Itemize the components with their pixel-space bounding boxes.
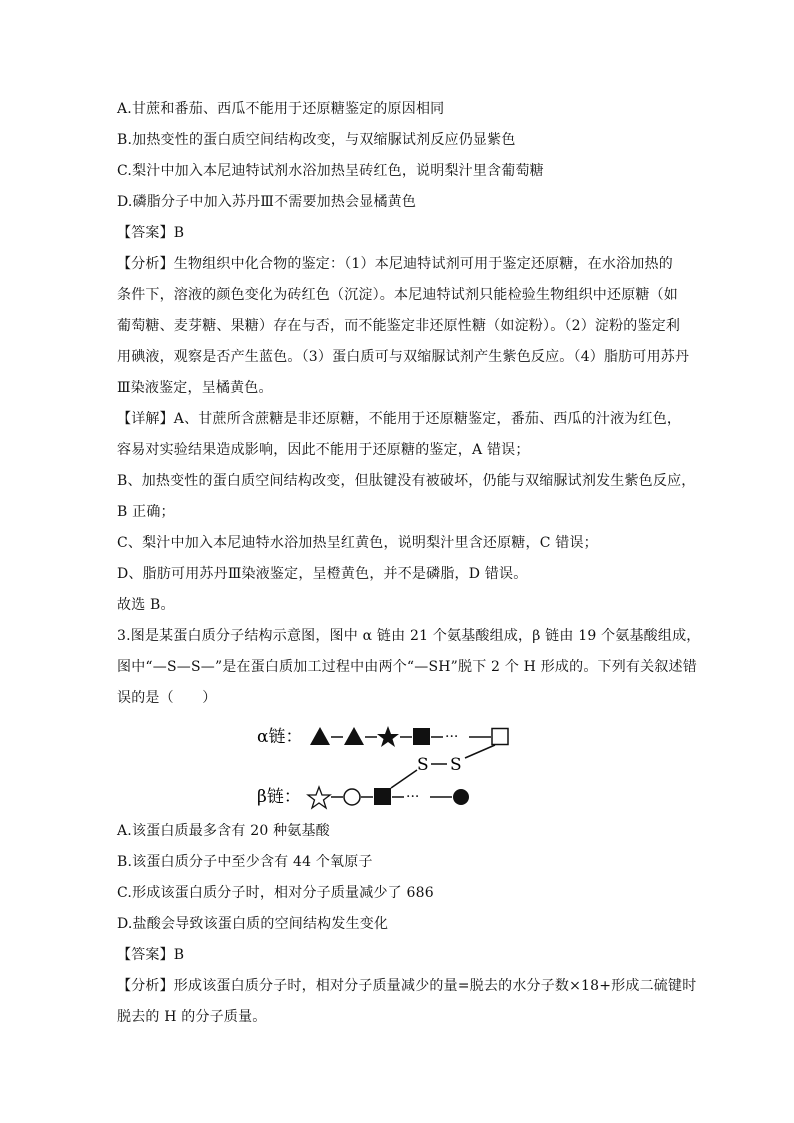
sulfur-right-label: S (450, 755, 462, 775)
alpha-chain-label: α链： (257, 727, 303, 747)
q3-option-d: D.盐酸会导致该蛋白质的空间结构发生变化 (117, 916, 389, 932)
q2-analysis-line-4: 用碘液，观察是否产生蓝色。（3）蛋白质可与双缩脲试剂产生紫色反应。（4）脂肪可用苏丹 (117, 349, 690, 365)
alpha-triangle-2-icon (344, 727, 364, 745)
protein-diagram-svg (257, 716, 557, 812)
q2-detail-line-6: D、脂肪可用苏丹Ⅲ染液鉴定，呈橙黄色，并不是磷脂，D 错误。 (117, 566, 528, 582)
alpha-ellipsis: ··· (445, 729, 459, 745)
q3-analysis-line-2: 脱去的 H 的分子质量。 (117, 1009, 267, 1025)
beta-ellipsis: ··· (406, 789, 420, 805)
q2-detail-line-3: B、加热变性的蛋白质空间结构改变，但肽键没有被破坏，仍能与双缩脲试剂发生紫色反应， (117, 473, 696, 489)
alpha-star-icon (377, 726, 399, 747)
beta-square-filled-icon (374, 788, 391, 805)
sulfur-link-alpha (465, 745, 495, 758)
q3-stem-line-1: 3.图是某蛋白质分子结构示意图，图中 α 链由 21 个氨基酸组成，β 链由 19 个氨基酸组成， (117, 628, 701, 644)
document-page (117, 94, 701, 1033)
q2-answer: 【答案】B (117, 225, 185, 241)
alpha-triangle-1-icon (310, 727, 330, 745)
alpha-square-filled-icon (413, 728, 430, 745)
q3-stem-line-2: 图中“—S—S—”是在蛋白质加工过程中由两个“—SH”脱下 2 个 H 形成的。下列有关叙述错 (117, 659, 697, 675)
q2-option-a: A.甘蔗和番茄、西瓜不能用于还原糖鉴定的原因相同 (117, 101, 445, 117)
q2-analysis-line-3: 葡萄糖、麦芽糖、果糖）存在与否，而不能鉴定非还原性糖（如淀粉）。（2）淀粉的鉴定利 (117, 318, 681, 334)
q2-detail-line-7: 故选 B。 (117, 597, 175, 613)
q2-analysis-line-1: 【分析】生物组织中化合物的鉴定：（1）本尼迪特试剂可用于鉴定还原糖，在水浴加热的 (117, 256, 673, 272)
q2-detail-line-2: 容易对实验结果造成影响，因此不能用于还原糖的鉴定，A 错误； (117, 442, 530, 458)
q3-answer: 【答案】B (117, 947, 185, 963)
q3-option-a: A.该蛋白质最多含有 20 种氨基酸 (117, 823, 330, 839)
beta-chain-label: β链： (257, 787, 301, 807)
alpha-square-open-icon (492, 729, 508, 745)
beta-circle-filled-icon (453, 789, 469, 805)
q2-option-d: D.磷脂分子中加入苏丹Ⅲ不需要加热会显橘黄色 (117, 194, 417, 210)
protein-structure-diagram (117, 716, 687, 812)
sulfur-left-label: S (417, 755, 429, 775)
q3-option-c: C.形成该蛋白质分子时，相对分子质量减少了 686 (117, 885, 434, 901)
sulfur-link-beta (391, 770, 417, 788)
q2-detail-line-5: C、梨汁中加入本尼迪特水浴加热呈红黄色，说明梨汁里含还原糖，C 错误； (117, 535, 598, 551)
q2-option-c: C.梨汁中加入本尼迪特试剂水浴加热呈砖红色，说明梨汁里含葡萄糖 (117, 163, 544, 179)
q2-analysis-line-2: 条件下，溶液的颜色变化为砖红色（沉淀）。本尼迪特试剂只能检验生物组织中还原糖（如 (117, 287, 678, 303)
q2-detail-line-4: B 正确； (117, 504, 175, 520)
beta-circle-open-icon (344, 789, 360, 805)
q2-analysis-line-5: Ⅲ染液鉴定，呈橘黄色。 (117, 380, 273, 396)
q3-analysis-line-1: 【分析】形成该蛋白质分子时，相对分子质量减少的量=脱去的水分子数×18+形成二硫键时 (117, 978, 697, 994)
q3-stem-line-3: 误的是（ ） (117, 690, 217, 706)
q2-detail-line-1: 【详解】A、甘蔗所含蔗糖是非还原糖，不能用于还原糖鉴定，番茄、西瓜的汁液为红色， (117, 411, 682, 427)
q2-option-b: B.加热变性的蛋白质空间结构改变，与双缩脲试剂反应仍显紫色 (117, 132, 516, 148)
q3-option-b: B.该蛋白质分子中至少含有 44 个氧原子 (117, 854, 373, 870)
beta-star-open-icon (308, 787, 330, 808)
